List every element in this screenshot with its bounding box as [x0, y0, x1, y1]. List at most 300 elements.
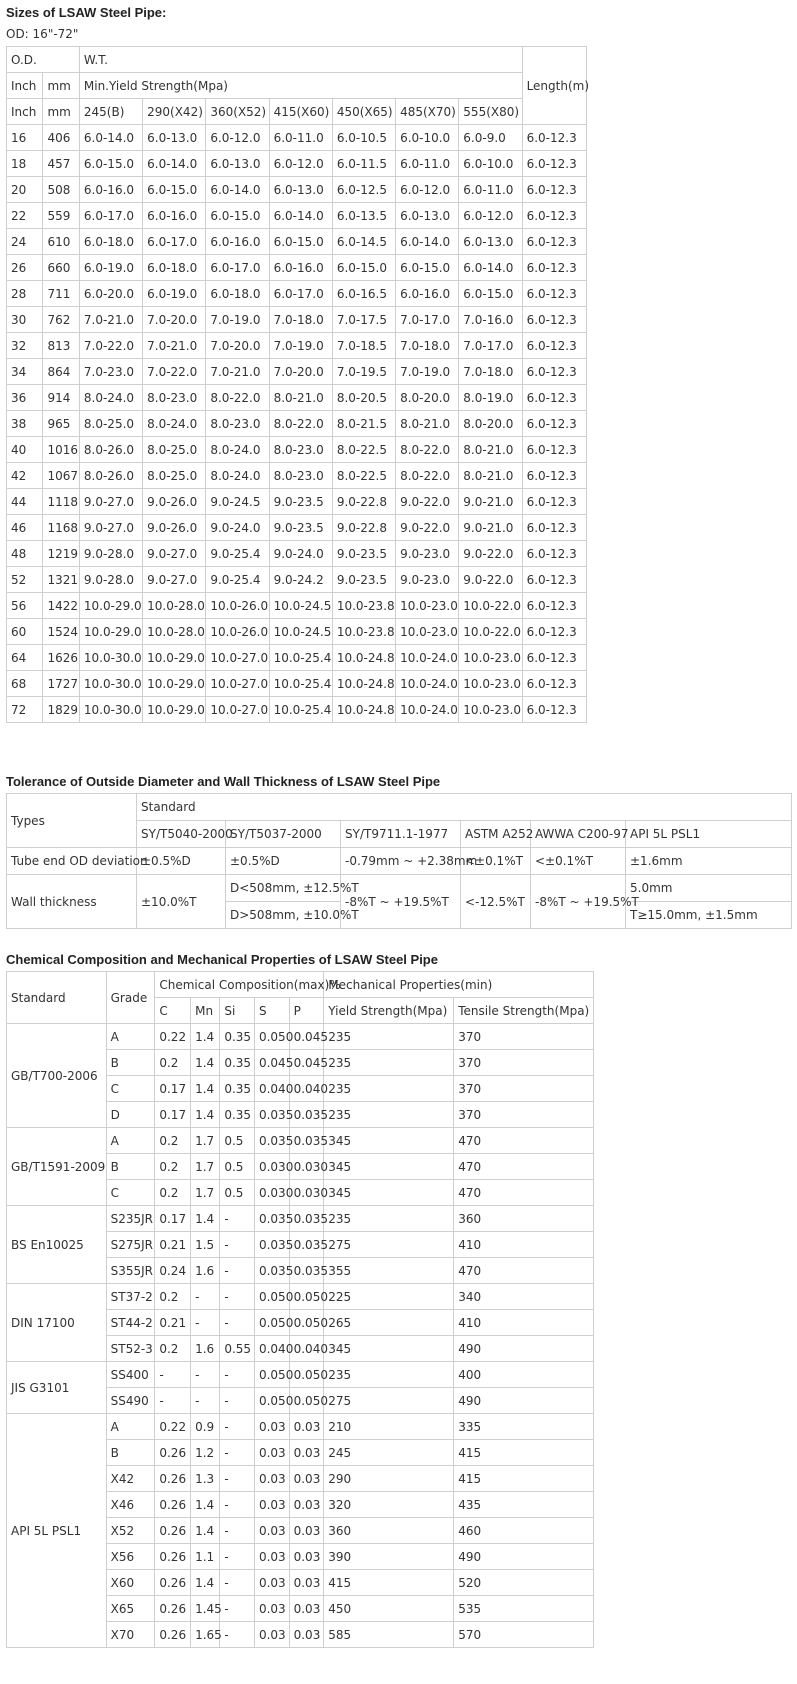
table-cell: 355 — [324, 1258, 454, 1284]
table-cell: 0.22 — [155, 1024, 191, 1050]
table-cell: 5.0mm — [626, 875, 792, 902]
table-cell: - — [220, 1440, 255, 1466]
table-cell: 10.0-24.8 — [332, 671, 395, 697]
table-cell: 9.0-24.0 — [206, 515, 269, 541]
table-cell: 6.0-12.3 — [522, 645, 586, 671]
table-cell: X70 — [106, 1622, 155, 1648]
table-cell: - — [220, 1518, 255, 1544]
table-cell: 16 — [7, 125, 43, 151]
table-cell: 7.0-19.0 — [269, 333, 332, 359]
table-cell: 7.0-19.0 — [206, 307, 269, 333]
table-cell: 6.0-12.0 — [459, 203, 522, 229]
header-cell: O.D. — [7, 47, 80, 73]
standard-cell: API 5L PSL1 — [7, 1414, 107, 1648]
table-cell: 6.0-12.3 — [522, 671, 586, 697]
header-cell: Mn — [191, 998, 220, 1024]
table-cell: 30 — [7, 307, 43, 333]
table-cell: 7.0-19.5 — [332, 359, 395, 385]
table-cell: - — [220, 1362, 255, 1388]
table-cell: 7.0-22.0 — [143, 359, 206, 385]
table-cell: 0.03 — [254, 1544, 289, 1570]
table-cell: 6.0-13.0 — [143, 125, 206, 151]
table-cell: 38 — [7, 411, 43, 437]
table-cell: 0.5 — [220, 1128, 255, 1154]
table-cell: 0.9 — [191, 1414, 220, 1440]
table-cell: 0.03 — [254, 1622, 289, 1648]
table-cell: 0.03 — [289, 1622, 324, 1648]
header-cell: 485(X70) — [396, 99, 459, 125]
table-cell: 1.2 — [191, 1440, 220, 1466]
header-cell: SY/T5037-2000 — [226, 821, 341, 848]
table-cell: C — [106, 1180, 155, 1206]
table-cell: 6.0-14.5 — [332, 229, 395, 255]
table-cell: C — [106, 1076, 155, 1102]
table-cell: - — [220, 1544, 255, 1570]
table-cell: 9.0-24.5 — [206, 489, 269, 515]
table-cell: 0.26 — [155, 1596, 191, 1622]
table-cell: 7.0-16.0 — [459, 307, 522, 333]
table-cell: 0.035 — [289, 1102, 324, 1128]
table-cell: 10.0-23.8 — [332, 619, 395, 645]
header-cell: Grade — [106, 972, 155, 1024]
table-cell: 0.2 — [155, 1154, 191, 1180]
table-row — [7, 489, 587, 515]
table-cell: 10.0-27.0 — [206, 671, 269, 697]
table-cell: 28 — [7, 281, 43, 307]
table-cell: 0.040 — [254, 1336, 289, 1362]
table-cell: 10.0-28.0 — [143, 593, 206, 619]
table-cell: 559 — [43, 203, 79, 229]
table-cell: 0.035 — [289, 1258, 324, 1284]
table-cell: 0.21 — [155, 1232, 191, 1258]
table-cell: 275 — [324, 1232, 454, 1258]
table-cell: 6.0-10.5 — [332, 125, 395, 151]
table-cell: 7.0-18.0 — [396, 333, 459, 359]
table-cell: 7.0-19.0 — [396, 359, 459, 385]
table-cell: 6.0-12.3 — [522, 151, 586, 177]
table-cell: 6.0-14.0 — [79, 125, 142, 151]
table-cell: - — [220, 1206, 255, 1232]
table-cell: 7.0-22.0 — [79, 333, 142, 359]
table-cell: 6.0-11.0 — [459, 177, 522, 203]
table-cell: 8.0-20.0 — [396, 385, 459, 411]
table-cell: 0.26 — [155, 1466, 191, 1492]
table-cell: 470 — [454, 1258, 594, 1284]
tolerance-table — [6, 793, 792, 929]
table-cell: -8%T ~ +19.5%T — [341, 875, 461, 929]
table-cell: 6.0-11.0 — [269, 125, 332, 151]
table-cell: 6.0-17.0 — [206, 255, 269, 281]
table-cell: 6.0-12.3 — [522, 411, 586, 437]
table-row — [7, 848, 792, 875]
table-cell: <-12.5%T — [461, 875, 531, 929]
table-cell: 6.0-12.3 — [522, 125, 586, 151]
table-cell: 535 — [454, 1596, 594, 1622]
table-cell: 0.17 — [155, 1076, 191, 1102]
table-cell: 6.0-12.0 — [269, 151, 332, 177]
table-cell: 56 — [7, 593, 43, 619]
table-cell: 46 — [7, 515, 43, 541]
table-cell: 22 — [7, 203, 43, 229]
table-cell: 6.0-18.0 — [79, 229, 142, 255]
table-cell: 0.050 — [254, 1388, 289, 1414]
table-row — [7, 463, 587, 489]
table-row — [7, 515, 587, 541]
table-cell: 660 — [43, 255, 79, 281]
table-cell: 0.035 — [254, 1128, 289, 1154]
table-cell: D>508mm, ±10.0%T — [226, 902, 341, 929]
table-cell: 7.0-20.0 — [269, 359, 332, 385]
table-cell: 1727 — [43, 671, 79, 697]
table-header-row — [7, 47, 587, 73]
table-cell: 345 — [324, 1180, 454, 1206]
od-range: OD: 16"-72" — [6, 27, 79, 41]
table-cell: 1219 — [43, 541, 79, 567]
table-cell: 10.0-26.0 — [206, 593, 269, 619]
header-cell: P — [289, 998, 324, 1024]
table-cell: 6.0-12.3 — [522, 463, 586, 489]
table-cell: 460 — [454, 1518, 594, 1544]
table-cell: 6.0-15.0 — [269, 229, 332, 255]
table-cell: - — [220, 1596, 255, 1622]
table-cell: 26 — [7, 255, 43, 281]
table-row — [7, 697, 587, 723]
table-cell: 6.0-17.0 — [79, 203, 142, 229]
table-cell: 8.0-20.0 — [459, 411, 522, 437]
table-cell: 9.0-23.5 — [332, 541, 395, 567]
table-cell: 435 — [454, 1492, 594, 1518]
table-cell: 10.0-23.8 — [332, 593, 395, 619]
table-cell: 1.5 — [191, 1232, 220, 1258]
table-cell: 48 — [7, 541, 43, 567]
table-cell: 9.0-22.0 — [459, 541, 522, 567]
table-cell: 0.040 — [289, 1336, 324, 1362]
table-cell: 7.0-18.0 — [269, 307, 332, 333]
table-cell: X60 — [106, 1570, 155, 1596]
table-cell: 6.0-13.0 — [269, 177, 332, 203]
sizes-title: Sizes of LSAW Steel Pipe: — [6, 5, 167, 20]
table-cell: 10.0-28.0 — [143, 619, 206, 645]
table-cell: 10.0-30.0 — [79, 645, 142, 671]
table-cell: 10.0-24.5 — [269, 593, 332, 619]
table-cell: 6.0-13.0 — [459, 229, 522, 255]
table-cell: 235 — [324, 1206, 454, 1232]
table-cell: 7.0-21.0 — [143, 333, 206, 359]
table-cell: 470 — [454, 1128, 594, 1154]
table-cell: - — [220, 1232, 255, 1258]
table-cell: S355JR — [106, 1258, 155, 1284]
table-cell: 0.03 — [254, 1518, 289, 1544]
table-row — [7, 1362, 594, 1388]
table-row — [7, 359, 587, 385]
table-cell: 1.45 — [191, 1596, 220, 1622]
table-cell: 9.0-27.0 — [79, 515, 142, 541]
table-cell: 235 — [324, 1102, 454, 1128]
table-cell: - — [220, 1388, 255, 1414]
table-cell: 0.035 — [289, 1128, 324, 1154]
table-cell: 10.0-24.8 — [332, 697, 395, 723]
table-cell: 235 — [324, 1050, 454, 1076]
table-cell: 6.0-14.0 — [396, 229, 459, 255]
table-cell: 10.0-27.0 — [206, 645, 269, 671]
table-cell: 10.0-30.0 — [79, 697, 142, 723]
table-cell: S235JR — [106, 1206, 155, 1232]
table-cell: 8.0-19.0 — [459, 385, 522, 411]
table-cell: 10.0-29.0 — [79, 593, 142, 619]
table-cell: 0.035 — [289, 1232, 324, 1258]
table-cell: -8%T ~ +19.5%T — [531, 875, 626, 929]
table-cell: 6.0-14.0 — [143, 151, 206, 177]
table-cell: - — [191, 1388, 220, 1414]
table-cell: 290 — [324, 1466, 454, 1492]
table-cell: 6.0-12.3 — [522, 307, 586, 333]
chemical-table — [6, 971, 594, 1648]
table-cell: 0.035 — [254, 1206, 289, 1232]
table-cell: 1.4 — [191, 1024, 220, 1050]
table-cell: 36 — [7, 385, 43, 411]
table-cell: - — [220, 1570, 255, 1596]
table-header-row — [7, 99, 587, 125]
table-cell: 10.0-22.0 — [459, 619, 522, 645]
table-cell: 7.0-17.5 — [332, 307, 395, 333]
table-cell: 1.1 — [191, 1544, 220, 1570]
table-cell: 0.03 — [289, 1492, 324, 1518]
table-row — [7, 307, 587, 333]
table-cell: 265 — [324, 1310, 454, 1336]
table-cell: 0.050 — [254, 1284, 289, 1310]
table-cell: 6.0-14.0 — [269, 203, 332, 229]
table-cell: 0.17 — [155, 1102, 191, 1128]
header-cell: mm — [43, 73, 79, 99]
table-cell: 0.2 — [155, 1336, 191, 1362]
table-cell: 9.0-28.0 — [79, 541, 142, 567]
table-cell: 0.050 — [254, 1310, 289, 1336]
header-cell: Tensile Strength(Mpa) — [454, 998, 594, 1024]
table-cell: 8.0-22.0 — [396, 463, 459, 489]
table-cell: 585 — [324, 1622, 454, 1648]
table-cell: 6.0-15.0 — [79, 151, 142, 177]
table-cell: 60 — [7, 619, 43, 645]
table-cell: B — [106, 1050, 155, 1076]
table-cell: 570 — [454, 1622, 594, 1648]
table-cell: 72 — [7, 697, 43, 723]
table-cell: 9.0-23.5 — [332, 567, 395, 593]
table-cell: <±0.1%T — [461, 848, 531, 875]
table-cell: 10.0-24.0 — [396, 645, 459, 671]
table-cell: 8.0-25.0 — [143, 437, 206, 463]
table-cell: X42 — [106, 1466, 155, 1492]
table-cell: 0.045 — [289, 1050, 324, 1076]
header-cell: 450(X65) — [332, 99, 395, 125]
table-cell: 6.0-16.5 — [332, 281, 395, 307]
table-cell: 0.050 — [254, 1024, 289, 1050]
table-cell: A — [106, 1414, 155, 1440]
table-cell: 10.0-29.0 — [143, 697, 206, 723]
table-cell: 360 — [454, 1206, 594, 1232]
table-row — [7, 645, 587, 671]
table-cell: 0.030 — [289, 1154, 324, 1180]
table-row — [7, 151, 587, 177]
table-cell: 0.2 — [155, 1180, 191, 1206]
table-cell: 450 — [324, 1596, 454, 1622]
table-cell: 1016 — [43, 437, 79, 463]
table-cell: 7.0-20.0 — [143, 307, 206, 333]
table-cell: X46 — [106, 1492, 155, 1518]
table-cell: 7.0-20.0 — [206, 333, 269, 359]
table-cell: 0.030 — [289, 1180, 324, 1206]
table-cell: 6.0-12.3 — [522, 177, 586, 203]
table-cell: 8.0-22.5 — [332, 463, 395, 489]
table-cell: X65 — [106, 1596, 155, 1622]
table-cell: 9.0-23.5 — [269, 515, 332, 541]
table-cell: 8.0-24.0 — [206, 463, 269, 489]
table-cell: 6.0-12.3 — [522, 359, 586, 385]
table-cell: T≥15.0mm, ±1.5mm — [626, 902, 792, 929]
table-cell: 1.4 — [191, 1570, 220, 1596]
table-cell: 245 — [324, 1440, 454, 1466]
table-cell: 8.0-26.0 — [79, 437, 142, 463]
table-cell: 0.030 — [254, 1154, 289, 1180]
table-cell: 8.0-23.0 — [269, 437, 332, 463]
header-cell: Chemical Composition(max)% — [155, 972, 324, 998]
table-row — [7, 385, 587, 411]
table-cell: 0.2 — [155, 1128, 191, 1154]
table-cell: - — [220, 1310, 255, 1336]
table-cell: 8.0-21.0 — [269, 385, 332, 411]
table-cell: 0.26 — [155, 1518, 191, 1544]
table-row — [7, 1024, 594, 1050]
table-cell: 10.0-30.0 — [79, 671, 142, 697]
table-cell: 6.0-10.0 — [459, 151, 522, 177]
table-cell: 225 — [324, 1284, 454, 1310]
table-cell: 6.0-19.0 — [143, 281, 206, 307]
header-cell: 415(X60) — [269, 99, 332, 125]
table-cell: 10.0-23.0 — [459, 697, 522, 723]
table-cell: 0.050 — [289, 1284, 324, 1310]
table-cell: 8.0-24.0 — [206, 437, 269, 463]
header-cell: Yield Strength(Mpa) — [324, 998, 454, 1024]
table-cell: 52 — [7, 567, 43, 593]
table-cell: - — [220, 1414, 255, 1440]
table-cell: 8.0-22.5 — [332, 437, 395, 463]
table-cell: 6.0-15.0 — [332, 255, 395, 281]
table-cell: 10.0-24.8 — [332, 645, 395, 671]
table-cell: 6.0-14.0 — [206, 177, 269, 203]
table-cell: 0.24 — [155, 1258, 191, 1284]
sizes-table — [6, 46, 590, 723]
table-cell: 6.0-16.0 — [269, 255, 332, 281]
table-cell: 44 — [7, 489, 43, 515]
table-cell: - — [220, 1492, 255, 1518]
table-cell: 10.0-29.0 — [143, 645, 206, 671]
table-cell: 0.35 — [220, 1102, 255, 1128]
table-cell: 0.050 — [289, 1388, 324, 1414]
table-cell: 0.035 — [254, 1232, 289, 1258]
table-cell: 9.0-26.0 — [143, 489, 206, 515]
table-cell: 6.0-16.0 — [79, 177, 142, 203]
table-row — [7, 593, 587, 619]
table-cell: 8.0-22.0 — [269, 411, 332, 437]
table-cell: 8.0-26.0 — [79, 463, 142, 489]
table-cell: 64 — [7, 645, 43, 671]
table-cell: 10.0-26.0 — [206, 619, 269, 645]
table-cell: ST37-2 — [106, 1284, 155, 1310]
table-cell: 0.35 — [220, 1050, 255, 1076]
table-cell: 6.0-12.3 — [522, 697, 586, 723]
table-cell: B — [106, 1440, 155, 1466]
table-cell: 6.0-16.0 — [396, 281, 459, 307]
table-header-row — [7, 972, 594, 998]
table-cell: 0.03 — [289, 1414, 324, 1440]
header-cell: 360(X52) — [206, 99, 269, 125]
table-cell: 470 — [454, 1154, 594, 1180]
table-cell: 965 — [43, 411, 79, 437]
table-cell: 1.3 — [191, 1466, 220, 1492]
table-cell: 68 — [7, 671, 43, 697]
table-cell: 1.7 — [191, 1180, 220, 1206]
table-cell: 6.0-12.0 — [206, 125, 269, 151]
chemical-title: Chemical Composition and Mechanical Properties of LSAW Steel Pipe — [6, 952, 438, 967]
table-cell: - — [220, 1284, 255, 1310]
table-row — [7, 875, 792, 902]
table-row — [7, 281, 587, 307]
table-cell: 370 — [454, 1050, 594, 1076]
table-cell: 6.0-13.0 — [396, 203, 459, 229]
table-cell: 6.0-12.3 — [522, 229, 586, 255]
table-cell: 1067 — [43, 463, 79, 489]
sizes-table-body — [7, 47, 590, 723]
header-cell: API 5L PSL1 — [626, 821, 792, 848]
table-cell: 490 — [454, 1388, 594, 1414]
table-cell: 7.0-21.0 — [206, 359, 269, 385]
table-cell: 1524 — [43, 619, 79, 645]
table-cell: - — [220, 1258, 255, 1284]
table-cell: 1.4 — [191, 1102, 220, 1128]
table-cell: 0.5 — [220, 1154, 255, 1180]
table-cell: 6.0-16.0 — [143, 203, 206, 229]
table-cell: SS490 — [106, 1388, 155, 1414]
table-cell: 490 — [454, 1336, 594, 1362]
table-cell: 6.0-18.0 — [143, 255, 206, 281]
table-row — [7, 177, 587, 203]
table-cell: 610 — [43, 229, 79, 255]
table-cell: 10.0-23.0 — [396, 619, 459, 645]
table-cell: 490 — [454, 1544, 594, 1570]
table-cell: 410 — [454, 1310, 594, 1336]
table-cell: 8.0-21.0 — [396, 411, 459, 437]
table-cell: 9.0-26.0 — [143, 515, 206, 541]
table-cell: 20 — [7, 177, 43, 203]
table-cell: 0.03 — [289, 1596, 324, 1622]
table-cell: 9.0-24.0 — [269, 541, 332, 567]
table-cell: 864 — [43, 359, 79, 385]
table-cell: 10.0-23.0 — [459, 645, 522, 671]
table-cell: 6.0-12.3 — [522, 541, 586, 567]
table-cell: 9.0-23.0 — [396, 567, 459, 593]
table-cell: 0.045 — [254, 1050, 289, 1076]
table-cell: 345 — [324, 1336, 454, 1362]
table-cell: 9.0-25.4 — [206, 541, 269, 567]
table-cell: 762 — [43, 307, 79, 333]
table-cell: 6.0-12.0 — [396, 177, 459, 203]
table-cell: 370 — [454, 1024, 594, 1050]
table-cell: 0.55 — [220, 1336, 255, 1362]
table-cell: 6.0-12.3 — [522, 385, 586, 411]
table-cell: 1.65 — [191, 1622, 220, 1648]
table-cell: 1118 — [43, 489, 79, 515]
table-cell: 10.0-24.0 — [396, 671, 459, 697]
table-cell: 8.0-23.0 — [269, 463, 332, 489]
